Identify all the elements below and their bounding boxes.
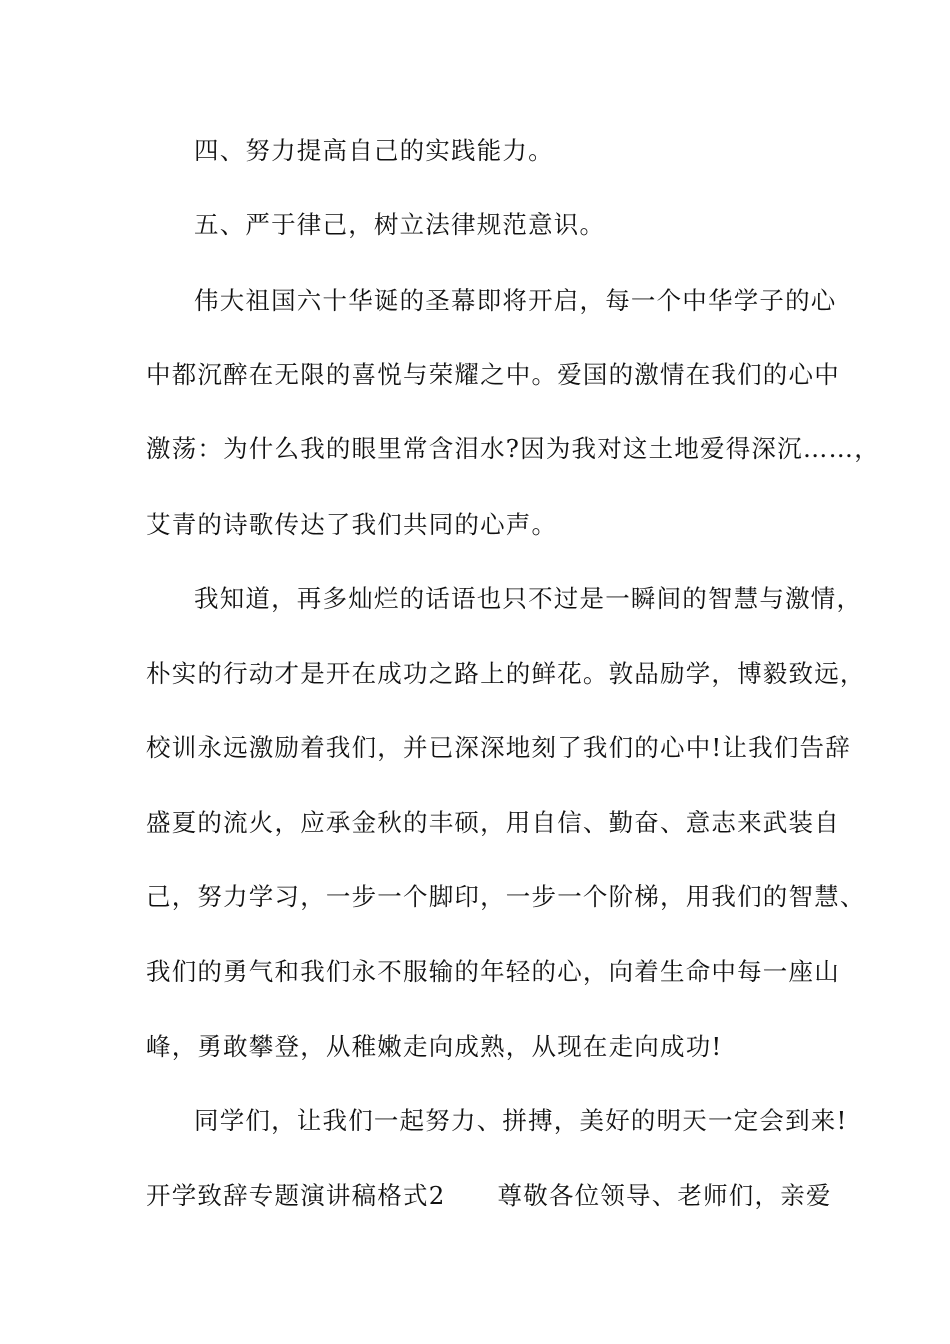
paragraph-2-line-2: 朴实的行动才是开在成功之路上的鲜花。敦品励学，博毅致远， [146,659,866,688]
paragraph-1-line-4: 艾青的诗歌传达了我们共同的心声。 [146,510,558,539]
paragraph-1-line-2: 中都沉醉在无限的喜悦与荣耀之中。爱国的激情在我们的心中 [146,360,840,389]
paragraph-1-line-3: 激荡：为什么我的眼里常含泪水?因为我对这土地爱得深沉……， [146,434,880,463]
paragraph-1-line-1: 伟大祖国六十华诞的圣幕即将开启，每一个中华学子的心 [194,286,837,315]
section-heading: 开学致辞专题演讲稿格式2 [146,1181,446,1210]
salutation-start: 尊敬各位领导、老师们，亲爱 [497,1181,832,1210]
section-heading-line [146,1176,832,1216]
paragraph-2-line-5: 己，努力学习，一步一个脚印，一步一个阶梯，用我们的智慧、 [146,882,866,911]
paragraph-3-line-1: 同学们，让我们一起努力、拼搏，美好的明天一定会到来! [194,1106,848,1135]
paragraph-2-line-1: 我知道，再多灿烂的话语也只不过是一瞬间的智慧与激情， [194,584,863,613]
list-item-4: 四、努力提高自己的实践能力。 [194,136,554,165]
paragraph-2-line-7: 峰，勇敢攀登，从稚嫩走向成熟，从现在走向成功! [146,1032,723,1061]
paragraph-2-line-6: 我们的勇气和我们永不服输的年轻的心，向着生命中每一座山 [146,957,840,986]
list-item-5: 五、严于律己，树立法律规范意识。 [194,210,606,239]
paragraph-2-line-4: 盛夏的流火，应承金秋的丰硕，用自信、勤奋、意志来武装自 [146,808,840,837]
paragraph-2-line-3: 校训永远激励着我们，并已深深地刻了我们的心中!让我们告辞 [146,733,851,762]
